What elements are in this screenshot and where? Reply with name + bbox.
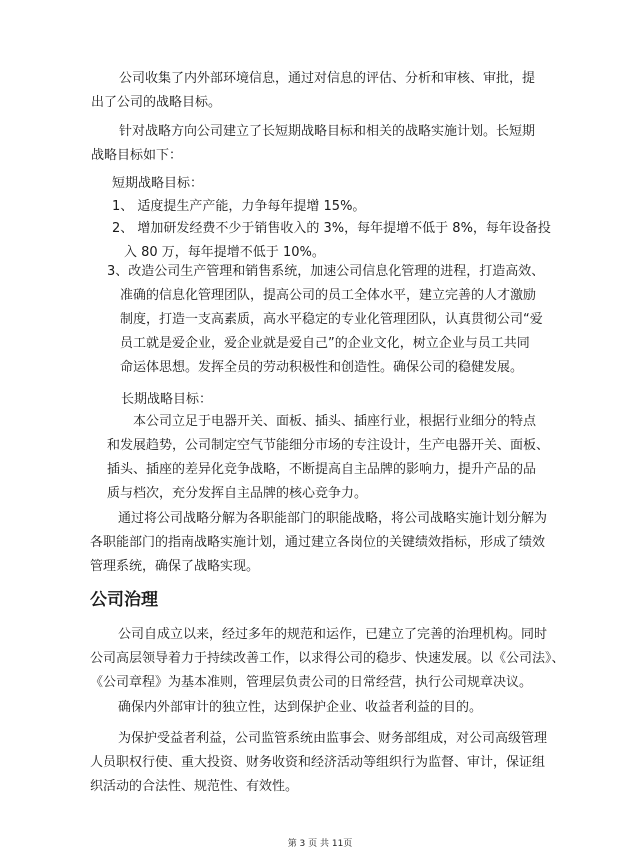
section-heading-governance: 公司治理 <box>90 590 158 610</box>
item-3-line-4: 员工就是爱企业，爱企业就是爱自己”的企业文化，树立企业与员工共同 <box>120 336 530 351</box>
item-2-line-1: 2、 增加研发经费不少于销售收入的 3%，每年提增不低于 8%，每年设备投 <box>112 221 551 236</box>
intro-paragraph <box>91 67 535 115</box>
page-footer: 第 3 页 共 11页 <box>287 839 353 849</box>
item-2-line-2: 入 80 万，每年提增不低于 10%。 <box>124 245 325 260</box>
long-term-heading: 长期战略目标： <box>121 392 213 407</box>
short-term-item-2 <box>112 217 551 265</box>
long-term-body <box>107 410 549 506</box>
short-term-heading: 短期战略目标： <box>112 176 204 191</box>
long-term-line-4: 质与档次，充分发挥自主品牌的核心竞争力。 <box>107 486 368 501</box>
gov-p1-line-1: 公司自成立以来，经过多年的规范和运作，已建立了完善的治理机构。同时 <box>118 627 548 642</box>
long-term-line-2: 和发展趋势，公司制定空气节能细分市场的专注设计，生产电器开关、面板、 <box>107 438 550 453</box>
short-term-item-3 <box>107 260 544 380</box>
long-term-line-1: 本公司立足于电器开关、面板、插头、插座行业，根据行业细分的特点 <box>133 414 537 429</box>
plan-paragraph <box>91 120 535 168</box>
short-term-item-1: 1、 适度提生产产能，力争每年提增 15%。 <box>112 199 366 214</box>
item-3-line-5: 命运体思想。发挥全员的劳动积极性和创造性。确保公司的稳健发展。 <box>120 360 524 375</box>
item-3-line-1: 3、改造公司生产管理和销售系统，加速公司信息化管理的进程，打造高效、 <box>107 264 545 279</box>
item-3-line-3: 制度，打造一支高素质，高水平稳定的专业化管理团队，认真贯彻公司“爱 <box>120 312 543 327</box>
intro-line-1: 公司收集了内外部环境信息，通过对信息的评估、分析和审核、审批，提 <box>119 71 536 86</box>
gov-p3-line-1: 为保护受益者利益，公司监管系统由监事会、财务部组成，对公司高级管理 <box>118 731 548 746</box>
governance-paragraph-2: 确保内外部审计的独立性，达到保护企业、收益者利益的目的。 <box>118 700 483 715</box>
gov-p3-line-2: 人员职权行使、重大投资、财务收资和经济活动等组织行为监督、审计，保证组 <box>90 755 546 770</box>
gov-p3-line-3: 织活动的合法性、规范性、有效性。 <box>90 779 299 794</box>
intro-line-2: 出了公司的战略目标。 <box>91 95 222 110</box>
item-3-line-2: 准确的信息化管理团队，提高公司的员工全体水平，建立完善的人才激励 <box>120 288 537 303</box>
governance-paragraph-1 <box>90 623 565 695</box>
plan-line-2: 战略目标如下： <box>91 148 183 163</box>
decompose-line-2: 各职能部门的指南战略实施计划，通过建立各岗位的关键绩效指标，形成了绩效 <box>90 535 546 550</box>
decompose-line-3: 管理系统，确保了战略实现。 <box>90 559 260 574</box>
gov-p1-line-2: 公司高层领导着力于持续改善工作，以求得公司的稳步、快速发展。以《公司法》、 <box>90 651 565 666</box>
gov-p1-line-3: 《公司章程》为基本准则，管理层负责公司的日常经营，执行公司规章决议。 <box>90 675 533 690</box>
governance-paragraph-3 <box>90 727 547 799</box>
decompose-line-1: 通过将公司战略分解为各职能部门的职能战略，将公司战略实施计划分解为 <box>118 511 548 526</box>
long-term-line-3: 插头、插座的差异化竞争战略，不断提高自主品牌的影响力，提升产品的品 <box>107 462 537 477</box>
decompose-paragraph <box>90 507 547 579</box>
plan-line-1: 针对战略方向公司建立了长短期战略目标和相关的战略实施计划。长短期 <box>119 124 536 139</box>
